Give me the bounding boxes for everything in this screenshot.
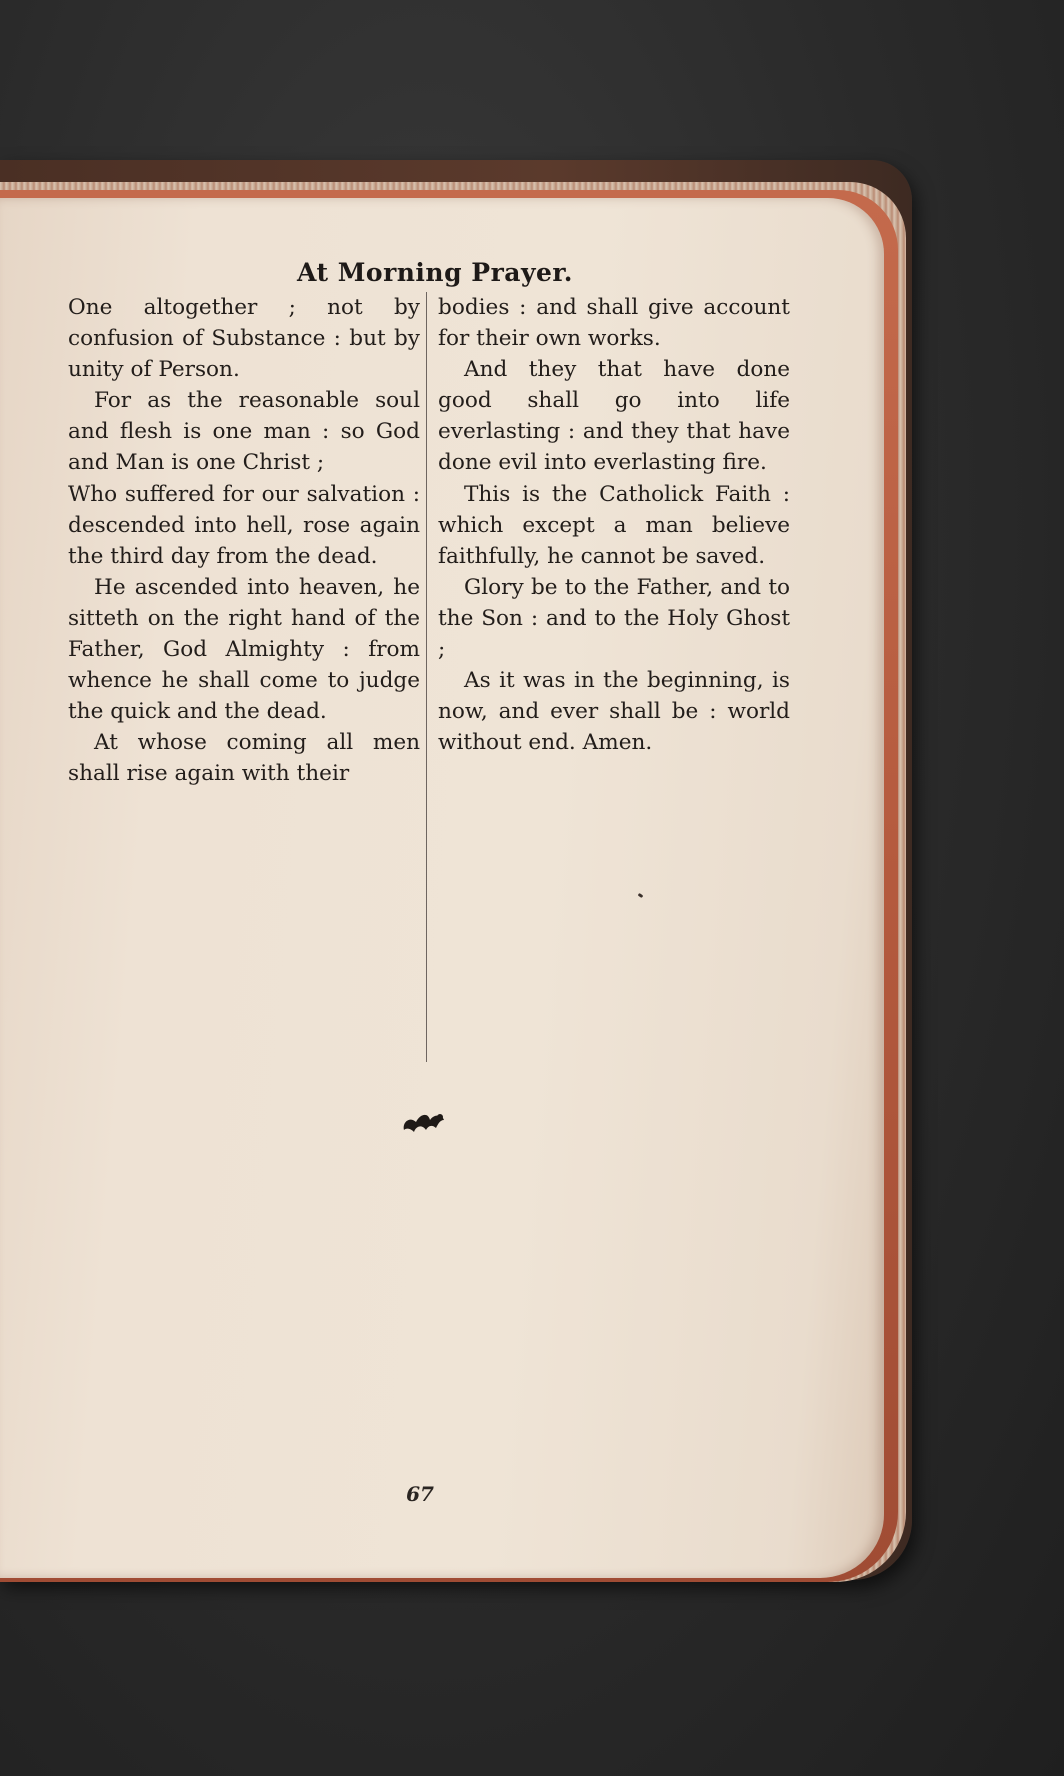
ornament-icon — [400, 1108, 448, 1138]
paragraph: At whose coming all men shall rise again with their — [68, 730, 420, 787]
paragraph: He ascended into heaven, he sitteth on the right hand of the Father, God Almighty : from whence he shall come to judge the quick and the dead. — [68, 574, 420, 725]
column-divider — [426, 292, 427, 1062]
paragraph: As it was in the beginning, is now, and ever shall be : world without end. Amen. — [438, 668, 790, 756]
paragraph: bodies : and shall give account for their own works. — [438, 295, 790, 352]
paragraph: For as the reasonable soul and flesh is one man : so God and Man is one Christ ; — [68, 388, 420, 476]
paragraph: One altogether ; not by confusion of Substance : but by unity of Person. — [68, 295, 420, 383]
paragraph: Who suffered for our salvation : descended into hell, rose again the third day from the dead. — [68, 481, 420, 569]
ink-fleck — [638, 893, 644, 898]
left-column — [68, 292, 420, 790]
right-column — [438, 292, 790, 758]
paragraph: And they that have done good shall go into life everlasting : and they that have done evil into everlasting fire. — [438, 357, 790, 476]
book-page — [0, 198, 884, 1578]
page-heading: At Morning Prayer. — [297, 258, 573, 287]
paragraph: This is the Catholick Faith : which except a man believe faithfully, he cannot be saved. — [438, 481, 790, 569]
page-number: 67 — [406, 1482, 434, 1506]
paragraph: Glory be to the Father, and to the Son : and to the Holy Ghost ; — [438, 574, 790, 663]
